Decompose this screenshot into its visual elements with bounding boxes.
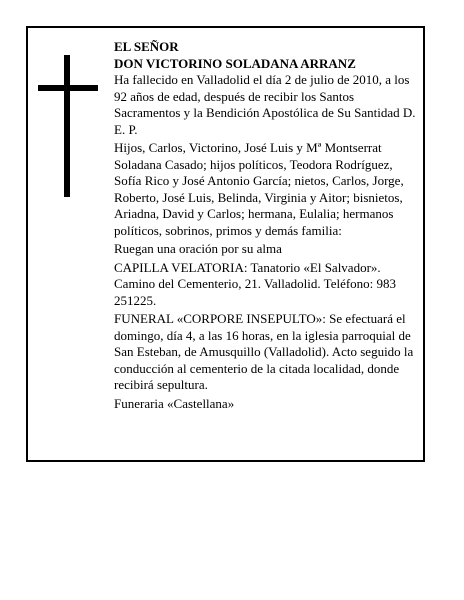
chapel-paragraph: CAPILLA VELATORIA: Tanatorio «El Salvador». Camino del Cementerio, 21. Valladolid. Teléfono: 983 251225.	[114, 259, 397, 308]
cross-horizontal-bar	[38, 85, 98, 91]
deceased-name: DON VICTORINO SOLADANA ARRANZ	[114, 55, 356, 71]
cross-vertical-bar	[64, 55, 70, 197]
prayer-request: Ruegan una oración por su alma	[114, 241, 282, 256]
funeral-home: Funeraria «Castellana»	[114, 395, 235, 411]
funeral-paragraph: FUNERAL «CORPORE INSEPULTO»: Se efectuará el domingo, día 4, a las 16 horas, en la iglesia parroquial de San Esteban, de Amusquillo (Valladolid). Acto seguido la conducción al cementerio de la citada localidad, donde recibirá sepultura.	[114, 311, 414, 392]
family-paragraph: Hijos, Carlos, Victorino, José Luis y Mª Montserrat Soladana Casado; hijos políticos, Teodora Rodríguez, Sofía Rico y José Antonio García; nietos, Carlos, Jorge, Roberto, José Luis, Belinda, Virginia y Aitor; bisnietos, Ariadna, David y Carlos; hermana, Eulalia; hermanos políticos, sobrinos, primos y demás familia:	[114, 140, 404, 238]
obituary-text	[114, 39, 422, 412]
cross-icon	[38, 55, 98, 197]
title-line-1: EL SEÑOR	[114, 39, 179, 54]
death-paragraph: Ha fallecido en Valladolid el día 2 de julio de 2010, a los 92 años de edad, después de recibir los Santos Sacramentos y la Bendición Apostólica de Su Santidad D. E. P.	[114, 72, 416, 137]
